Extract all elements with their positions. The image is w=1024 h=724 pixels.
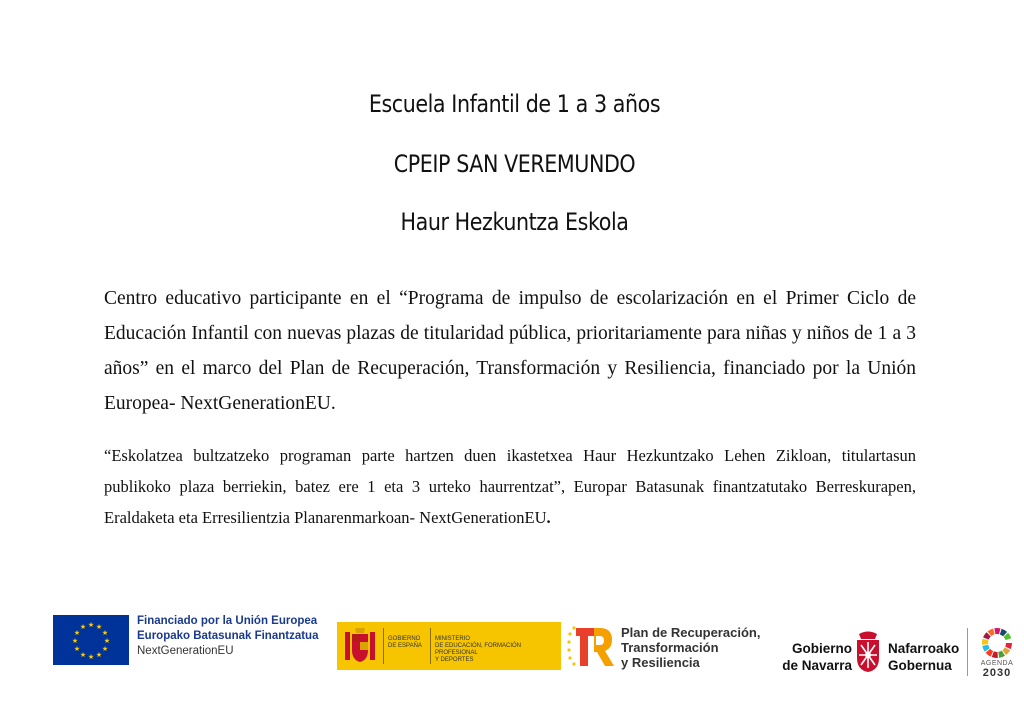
navarra-text-eu bbox=[888, 640, 959, 674]
prtr-text bbox=[621, 625, 760, 670]
spain-ministerio-line3: Y DEPORTES bbox=[435, 657, 474, 663]
navarra-shield-icon bbox=[853, 630, 883, 674]
agenda-year: 2030 bbox=[982, 667, 1012, 679]
svg-text:★: ★ bbox=[95, 623, 103, 631]
spain-ministerio-line1: MINISTERIO bbox=[435, 636, 471, 642]
paragraph-basque-end: . bbox=[546, 508, 551, 527]
svg-text:★: ★ bbox=[71, 637, 79, 645]
paragraph-spanish: Centro educativo participante en el “Programa de impulso de escolarización en el Primer Ciclo de Educación Infantil con nuevas plazas de titularidad pública, prioritariamente para niñas y niños de 1 a 3 años” en el marco del Plan de Recuperación, Transformación y Resiliencia, financiado por la Unión Europea- NextGenerationEU. bbox=[104, 288, 916, 414]
eu-text-line2: Europako Batasunak Finantzatua bbox=[137, 630, 319, 642]
spain-government-logo bbox=[337, 622, 561, 670]
spain-separator bbox=[383, 628, 384, 664]
title-line-2: CPEIP SAN VEREMUNDO bbox=[393, 150, 636, 178]
navarra-eu-line2: Gobernua bbox=[888, 658, 952, 673]
title-line-3: Haur Hezkuntza Eskola bbox=[400, 208, 629, 236]
navarra-eu-line1: Nafarroako bbox=[888, 641, 960, 656]
paragraph-basque bbox=[104, 440, 916, 533]
eu-text-line1: Financiado por la Unión Europea bbox=[137, 615, 318, 627]
agenda-2030-ring-icon bbox=[977, 626, 1017, 660]
eu-text-line3: NextGenerationEU bbox=[137, 645, 234, 657]
title-line-1: Escuela Infantil de 1 a 3 años bbox=[368, 90, 661, 118]
svg-text:★: ★ bbox=[79, 623, 87, 631]
prtr-logo-icon bbox=[566, 624, 616, 670]
prtr-line1: Plan de Recuperación, bbox=[621, 625, 761, 640]
navarra-text-es bbox=[772, 640, 852, 674]
navarra-es-line2: de Navarra bbox=[782, 658, 852, 673]
svg-text:★: ★ bbox=[95, 651, 103, 659]
prtr-line3: y Resiliencia bbox=[621, 655, 700, 670]
svg-text:★: ★ bbox=[73, 629, 81, 637]
eu-funding-text bbox=[137, 614, 318, 659]
svg-text:★: ★ bbox=[87, 621, 95, 629]
eu-flag-logo bbox=[53, 615, 129, 665]
spain-separator bbox=[430, 628, 431, 664]
footer-divider bbox=[967, 628, 968, 676]
agenda-label: AGENDA bbox=[980, 660, 1014, 667]
svg-text:★: ★ bbox=[73, 645, 81, 653]
spain-gobierno-line2: DE ESPAÑA bbox=[388, 643, 422, 649]
spain-coat-of-arms-icon bbox=[343, 626, 377, 666]
navarra-es-line1: Gobierno bbox=[792, 641, 852, 656]
svg-text:★: ★ bbox=[101, 645, 109, 653]
svg-text:★: ★ bbox=[103, 637, 111, 645]
svg-text:★: ★ bbox=[79, 651, 87, 659]
paragraph-basque-text: “Eskolatzea bultzatzeko programan parte hartzen duen ikastetxea Haur Hezkuntzako Lehen Zikloan, titulartasun publikoko plaza berriekin, batez ere 1 eta 3 urteko haurrentzat”, Europar Batasunak finantzatutako Berreskurapen, Eraldaketa eta Erresilientzia Planarenmarkoan- NextGenerationEU bbox=[104, 446, 916, 527]
spain-ministerio-text bbox=[435, 636, 561, 664]
prtr-line2: Transformación bbox=[621, 640, 719, 655]
spain-gobierno-text bbox=[388, 636, 422, 650]
svg-text:★: ★ bbox=[87, 653, 95, 661]
svg-text:★: ★ bbox=[101, 629, 109, 637]
spain-gobierno-line1: GOBIERNO bbox=[388, 636, 421, 642]
spain-ministerio-line2: DE EDUCACIÓN, FORMACIÓN PROFESIONAL bbox=[435, 643, 522, 656]
